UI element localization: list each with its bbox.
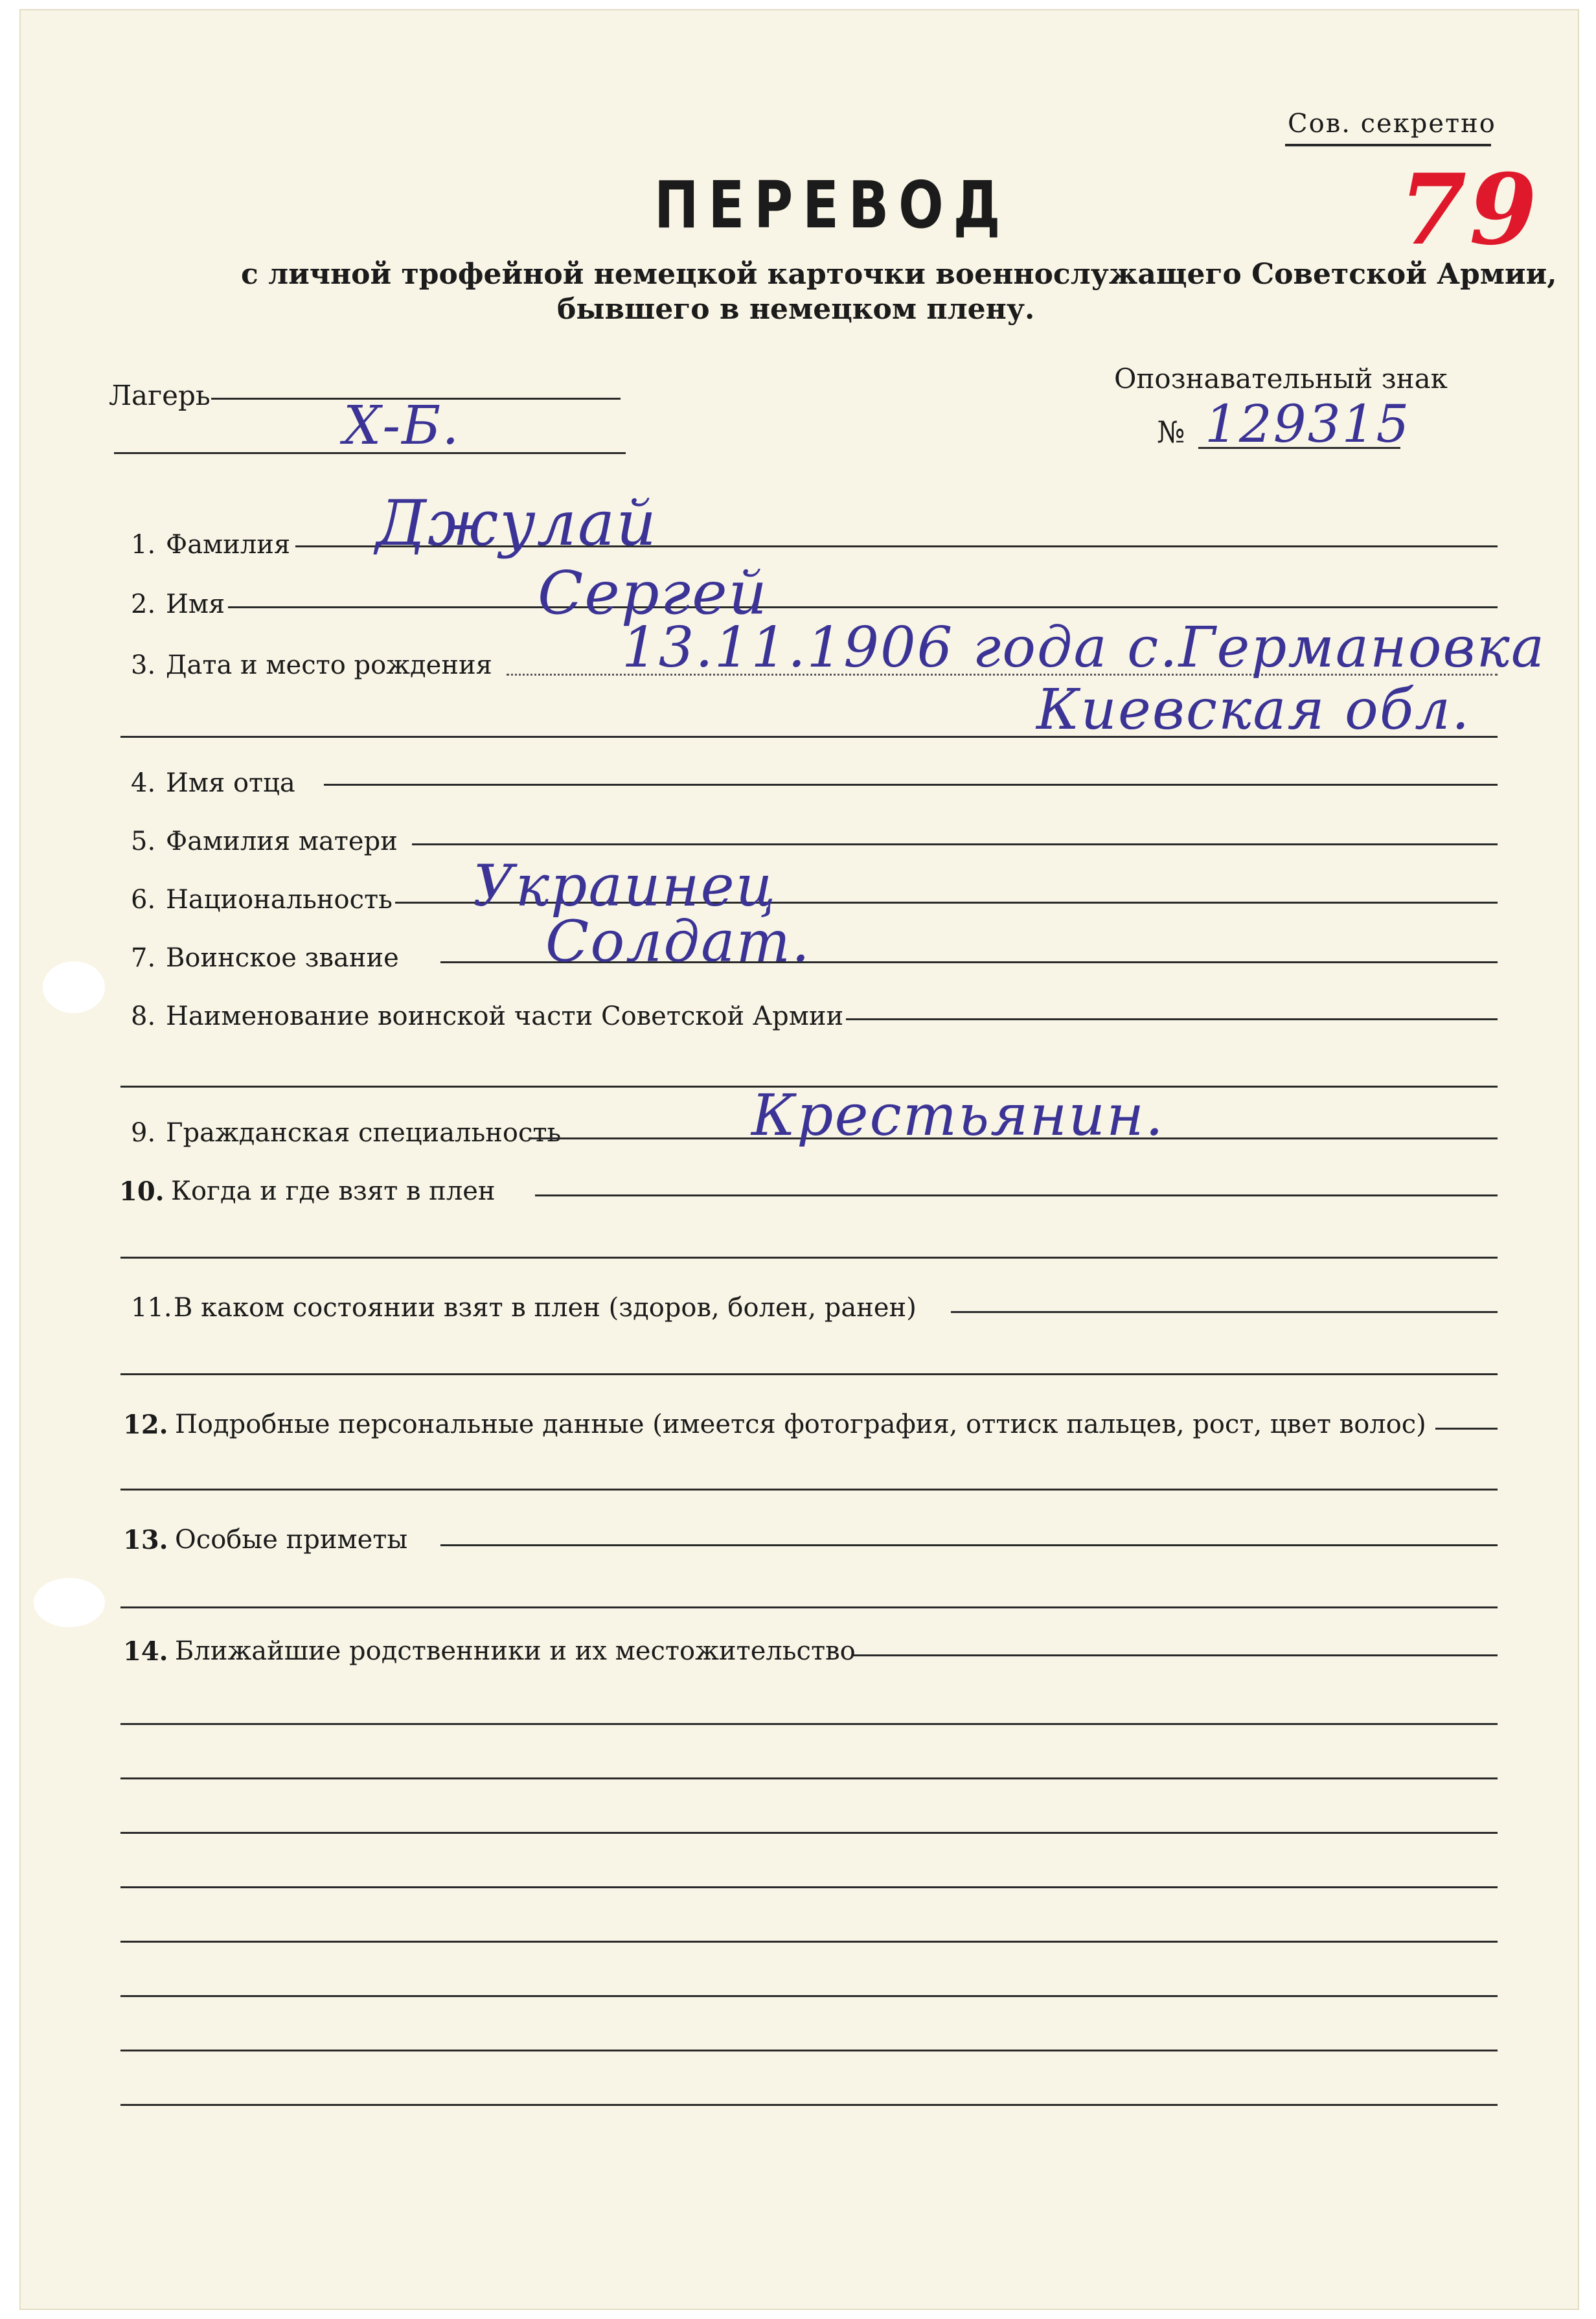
field-2-value: Сергей	[538, 558, 768, 628]
field-14-line-4	[120, 1832, 1498, 1834]
field-13-line-2	[120, 1606, 1498, 1608]
id-tag-number: 129315	[1205, 394, 1411, 454]
field-6-num: 6.	[131, 885, 156, 915]
field-14-line-2	[120, 1723, 1498, 1725]
camp-value: Х-Б.	[343, 395, 461, 457]
field-1-label: Фамилия	[166, 530, 291, 560]
document-title: ПЕРЕВОД	[654, 167, 1010, 243]
field-10-line	[535, 1194, 1498, 1196]
field-4-label: Имя отца	[166, 768, 295, 798]
camp-line-2	[114, 452, 626, 454]
field-12-line-2	[120, 1489, 1498, 1491]
field-1-num: 1.	[131, 530, 156, 560]
field-5-label: Фамилия матери	[166, 827, 398, 856]
field-14-line-9	[120, 2104, 1498, 2106]
field-7-num: 7.	[131, 943, 156, 973]
field-13-label: Особые приметы	[175, 1525, 408, 1555]
field-11-line	[951, 1311, 1498, 1313]
field-3-label: Дата и место рождения	[166, 650, 492, 680]
field-14-num: 14.	[123, 1636, 168, 1667]
field-5-num: 5.	[131, 827, 156, 856]
field-1-value: Джулай	[376, 487, 658, 560]
field-14-line-6	[120, 1941, 1498, 1943]
field-14-line-5	[120, 1886, 1498, 1888]
field-2-line	[228, 606, 1498, 608]
punch-hole-bottom	[34, 1578, 105, 1627]
field-14-label: Ближайшие родственники и их местожительство	[175, 1636, 856, 1666]
field-2-label: Имя	[166, 589, 225, 619]
field-2-num: 2.	[131, 589, 156, 619]
document-page	[19, 9, 1579, 2310]
camp-label: Лагерь	[109, 380, 211, 411]
field-7-value: Солдат.	[545, 908, 811, 975]
field-3-value-2: Киевская обл.	[1036, 678, 1471, 742]
field-9-value: Крестьянин.	[751, 1082, 1165, 1148]
field-3-num: 3.	[131, 650, 156, 680]
id-tag-label: Опознавательный знак	[1114, 363, 1448, 394]
classification-label: Сов. секретно	[1288, 109, 1496, 139]
field-11-line-2	[120, 1373, 1498, 1375]
field-10-line-2	[120, 1257, 1498, 1259]
red-number: 79	[1399, 153, 1540, 267]
field-8-num: 8.	[131, 1001, 156, 1031]
field-14-line-3	[120, 1777, 1498, 1779]
field-8-line	[846, 1018, 1498, 1020]
field-6-label: Национальность	[166, 885, 393, 915]
field-9-label: Гражданская специальность	[166, 1118, 562, 1148]
field-14-line-8	[120, 2050, 1498, 2051]
field-14-line-7	[120, 1995, 1498, 1997]
field-13-line	[440, 1544, 1498, 1546]
field-4-line	[324, 784, 1498, 786]
field-7-label: Воинское звание	[166, 943, 399, 973]
field-13-num: 13.	[123, 1525, 168, 1555]
field-14-line	[854, 1654, 1498, 1656]
field-9-num: 9.	[131, 1118, 156, 1148]
field-5-line	[412, 843, 1498, 845]
field-3-value: 13.11.1906 года с.Германовка	[622, 615, 1546, 680]
field-12-label: Подробные персональные данные (имеется фотография, оттиск пальцев, рост, цвет волос)	[175, 1410, 1426, 1439]
classification-underline	[1285, 144, 1491, 146]
field-10-label: Когда и где взят в плен	[171, 1176, 496, 1206]
field-10-num: 10.	[119, 1176, 165, 1207]
field-8-label: Наименование воинской части Советской Армии	[166, 1001, 844, 1031]
field-12-num: 12.	[123, 1410, 168, 1440]
field-11-num: 11.	[131, 1293, 172, 1323]
field-12-line	[1435, 1428, 1498, 1430]
field-6-value: Украинец	[473, 852, 777, 919]
subtitle-line-2: бывшего в немецком плену.	[557, 293, 1035, 326]
subtitle-line-1: с личной трофейной немецкой карточки военнослужащего Советской Армии,	[241, 258, 1557, 291]
id-tag-number-sign: №	[1157, 415, 1185, 450]
field-11-label: В каком состоянии взят в плен (здоров, болен, ранен)	[174, 1293, 917, 1323]
punch-hole-top	[43, 961, 105, 1013]
field-4-num: 4.	[131, 768, 156, 798]
